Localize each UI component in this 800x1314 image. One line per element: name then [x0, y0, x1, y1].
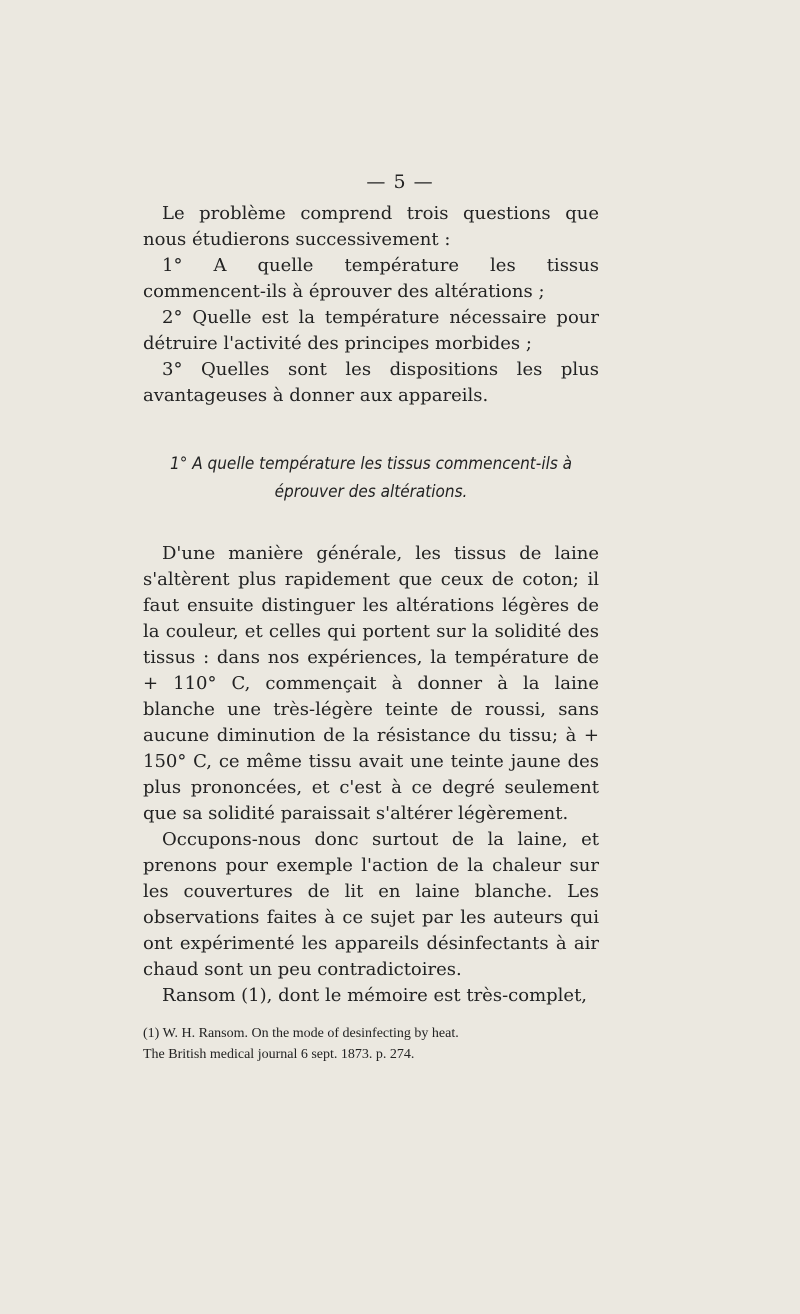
footnote-line-2: The British medical journal 6 sept. 1873. p. 274.: [143, 1047, 415, 1062]
section-heading: [143, 450, 599, 506]
question-3: 3° Quelles sont les dispositions les plus avantageuses à donner aux appareils.: [143, 359, 599, 406]
section-body: [143, 541, 599, 1009]
section-heading-line-2: éprouver des altérations.: [274, 482, 468, 502]
section-paragraph-3: Ransom (1), dont le mémoire est très-complet,: [162, 985, 588, 1006]
footnote-line-1: (1) W. H. Ransom. On the mode of desinfecting by heat.: [143, 1026, 459, 1041]
question-2: 2° Quelle est la température nécessaire pour détruire l'activité des principes morbides ;: [143, 307, 599, 354]
page-number: — 5 —: [366, 171, 434, 193]
footnote: [143, 1023, 599, 1065]
question-1: 1° A quelle température les tissus commencent-ils à éprouver des altérations ;: [143, 255, 599, 302]
intro-paragraph: Le problème comprend trois questions que nous étudierons successivement :: [143, 203, 599, 250]
section-paragraph-2: Occupons-nous donc surtout de la laine, et prenons pour exemple l'action de la chaleur sur les couvertures de lit en laine blanche. Les observations faites à ce sujet par les auteurs qui ont expérimenté les appareils désinfectants à air chaud sont un peu contradictoires.: [143, 829, 599, 980]
section-paragraph-1: D'une manière générale, les tissus de laine s'altèrent plus rapidement que ceux de coton; il faut ensuite distinguer les altérations légères de la couleur, et celles qui portent sur la solidité des tissus : dans nos expériences, la température de + 110° C, commençait à donner à la laine blanche une très-légère teinte de roussi, sans aucune diminution de la résistance du tissu; à + 150° C, ce même tissu avait une teinte jaune des plus prononcées, et c'est à ce degré seulement que sa solidité paraissait s'altérer légèrement.: [143, 543, 599, 824]
section-heading-line-1: 1° A quelle température les tissus commencent-ils à: [169, 454, 573, 474]
intro-block: [143, 201, 599, 409]
